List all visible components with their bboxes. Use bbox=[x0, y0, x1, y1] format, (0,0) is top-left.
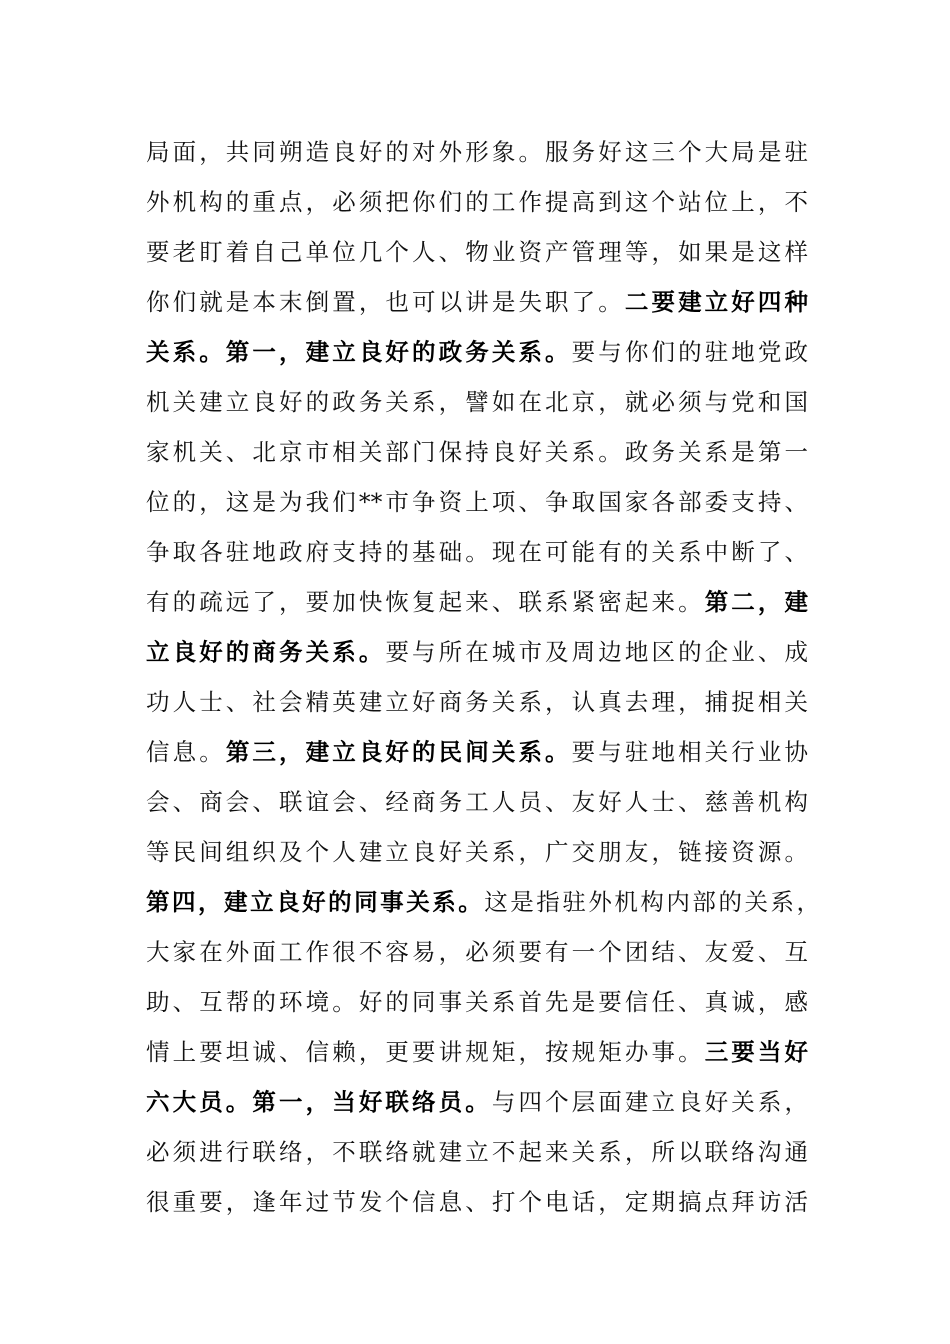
text-run: 情上要坦诚、信赖，更要讲规矩，按规矩办事。 bbox=[146, 1038, 705, 1066]
text-line-1 bbox=[146, 132, 808, 172]
text-run: 要老盯着自己单位几个人、物业资产管理等，如果是这样 bbox=[146, 238, 808, 266]
text-run: 有的疏远了，要加快恢复起来、联系紧密起来。 bbox=[146, 588, 705, 616]
text-line-17 bbox=[146, 932, 808, 972]
text-line-13 bbox=[146, 732, 808, 772]
bold-heading: 第四，建立良好的同事关系。 bbox=[146, 888, 485, 916]
text-line-6 bbox=[146, 382, 808, 422]
text-line-15 bbox=[146, 832, 808, 872]
text-run: 这是指驻外机构内部的关系， bbox=[484, 888, 821, 916]
text-line-10 bbox=[146, 582, 808, 622]
text-line-22 bbox=[146, 1182, 808, 1222]
text-line-21 bbox=[146, 1132, 808, 1172]
text-line-9 bbox=[146, 532, 808, 572]
text-run: 信息。 bbox=[146, 738, 226, 766]
bold-heading: 第二，建 bbox=[704, 588, 809, 616]
text-line-8 bbox=[146, 482, 808, 522]
text-line-20 bbox=[146, 1082, 808, 1122]
text-run: 你们就是本末倒置，也可以讲是失职了。 bbox=[146, 288, 625, 316]
text-line-5 bbox=[146, 332, 808, 372]
bold-heading: 三要当好 bbox=[704, 1038, 809, 1066]
text-line-2 bbox=[146, 182, 808, 222]
text-run: 机关建立良好的政务关系，譬如在北京，就必须与党和国 bbox=[146, 388, 808, 416]
text-run: 与四个层面建立良好关系， bbox=[491, 1088, 809, 1116]
text-run: 外机构的重点，必须把你们的工作提高到这个站位上，不 bbox=[146, 188, 808, 216]
text-line-12 bbox=[146, 682, 808, 722]
text-run: 要与所在城市及周边地区的企业、成 bbox=[385, 638, 808, 666]
text-run: 位的，这是为我们**市争资上项、争取国家各部委支持、 bbox=[146, 488, 808, 516]
text-line-11 bbox=[146, 632, 808, 672]
bold-heading: 第三，建立良好的民间关系。 bbox=[225, 738, 572, 766]
text-run: 要与你们的驻地党政 bbox=[571, 338, 809, 366]
text-run: 要与驻地相关行业协 bbox=[571, 738, 809, 766]
text-run: 争取各驻地政府支持的基础。现在可能有的关系中断了、 bbox=[146, 538, 808, 566]
text-line-19 bbox=[146, 1032, 808, 1072]
text-run: 家机关、北京市相关部门保持良好关系。政务关系是第一 bbox=[146, 438, 808, 466]
text-run: 功人士、社会精英建立好商务关系，认真去理，捕捉相关 bbox=[146, 688, 808, 716]
text-line-7 bbox=[146, 432, 808, 472]
text-run: 大家在外面工作很不容易，必须要有一个团结、友爱、互 bbox=[146, 938, 808, 966]
text-run: 等民间组织及个人建立良好关系，广交朋友，链接资源。 bbox=[146, 838, 808, 866]
text-run: 局面，共同朔造良好的对外形象。服务好这三个大局是驻 bbox=[146, 138, 808, 166]
text-run: 很重要，逢年过节发个信息、打个电话，定期搞点拜访活 bbox=[146, 1188, 808, 1216]
text-run: 助、互帮的环境。好的同事关系首先是要信任、真诚，感 bbox=[146, 988, 808, 1016]
bold-heading: 六大员。第一，当好联络员。 bbox=[146, 1088, 492, 1116]
text-line-4 bbox=[146, 282, 808, 322]
text-run: 必须进行联络，不联络就建立不起来关系，所以联络沟通 bbox=[146, 1138, 808, 1166]
bold-heading: 二要建立好四种 bbox=[624, 288, 808, 316]
text-line-18 bbox=[146, 982, 808, 1022]
bold-heading: 立良好的商务关系。 bbox=[146, 638, 386, 666]
text-line-14 bbox=[146, 782, 808, 822]
bold-heading: 关系。第一，建立良好的政务关系。 bbox=[146, 338, 572, 366]
text-line-16 bbox=[146, 882, 820, 922]
text-run: 会、商会、联谊会、经商务工人员、友好人士、慈善机构 bbox=[146, 788, 808, 816]
text-line-3 bbox=[146, 232, 808, 272]
